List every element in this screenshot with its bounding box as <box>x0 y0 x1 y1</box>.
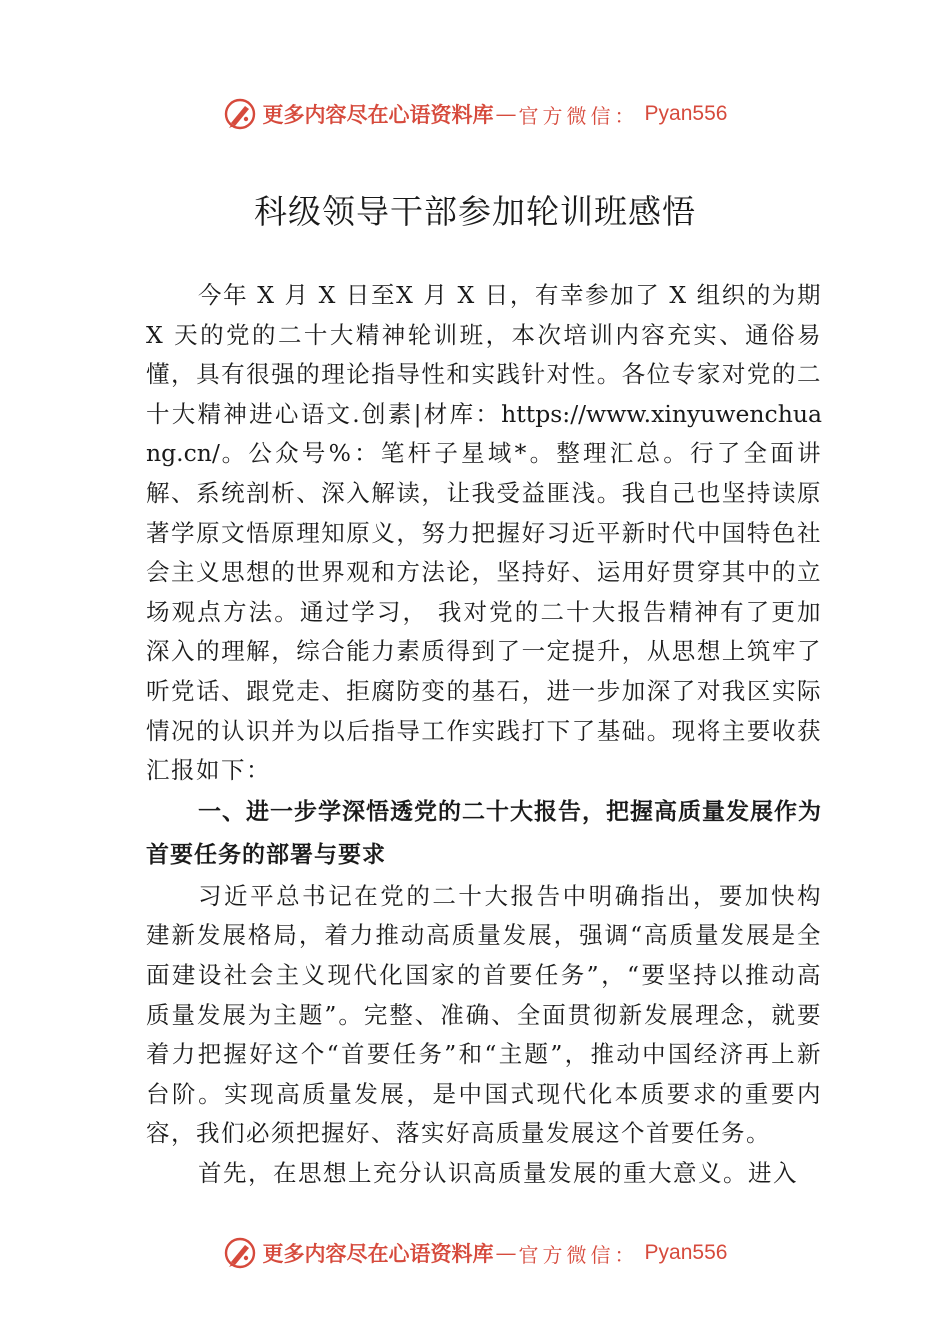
header-banner <box>0 92 950 136</box>
banner-wechat-id: Pyan556 <box>644 102 728 125</box>
intro-text-b: 。公众号%：笔杆子星域*。整理汇总。行了全面讲解、系统剖析、深入解读，让我受益匪浅。我自己也坚持读原著学原文悟原理知原义，努力把握好习近平新时代中国特色社会主义思想的世界观和方法论，坚持好、运用好贯穿其中的立场观点方法。通过学习， 我对党的二十大报告精神有了更加深入的理解，综合能力素质得到了一定提升，从思想上筑牢了听党话、跟党走、拒腐防变的基石，进一步加深了对我区实际情况的认识并为以后指导工作实践打下了基础。现将主要收获汇报如下： <box>146 439 822 785</box>
section-heading-1: 一、进一步学深悟透党的二十大报告，把握高质量发展作为首要任务的部署与要求 <box>146 798 822 868</box>
intro-text-a: 今年 X 月 X 日至X 月 X 日，有幸参加了 X 组织的为期X 天的党的二十大精神轮训班，本次培训内容充实、通俗易懂，具有很强的理论指导性和实践针对性。各位专家对党的二十大精神进心语文.创素|材库： <box>146 281 822 428</box>
banner-text: 更多内容尽在心语资料库 <box>262 1241 494 1266</box>
paragraph-3: 首先，在思想上充分认识高质量发展的重大意义。进入 <box>198 1158 798 1187</box>
intro-paragraph <box>146 276 822 791</box>
document-body <box>146 276 822 1193</box>
banner-wechat-label: 官方微信： <box>518 1242 639 1267</box>
document-title: 科级领导干部参加轮训班感悟 <box>254 192 696 231</box>
pen-logo-icon <box>223 97 257 131</box>
pen-logo-icon <box>223 1236 257 1270</box>
source-link[interactable]: https://www.xinyuwenchuang.cn/ <box>146 399 822 468</box>
banner-text: 更多内容尽在心语资料库 <box>262 102 494 127</box>
banner-wechat-label: 官方微信： <box>518 103 639 128</box>
banner-dash: — <box>495 1241 517 1265</box>
banner-dash: — <box>495 102 517 126</box>
banner-wechat-id: Pyan556 <box>644 1241 728 1264</box>
paragraph-2: 习近平总书记在党的二十大报告中明确指出，要加快构建新发展格局，着力推动高质量发展，强调“高质量发展是全面建设社会主义现代化国家的首要任务”，“要坚持以推动高质量发展为主题”。完整、准确、全面贯彻新发展理念，就要着力把握好这个“首要任务”和“主题”，推动中国经济再上新台阶。实现高质量发展，是中国式现代化本质要求的重要内容，我们必须把握好、落实好高质量发展这个首要任务。 <box>146 881 822 1148</box>
footer-banner <box>0 1231 950 1275</box>
